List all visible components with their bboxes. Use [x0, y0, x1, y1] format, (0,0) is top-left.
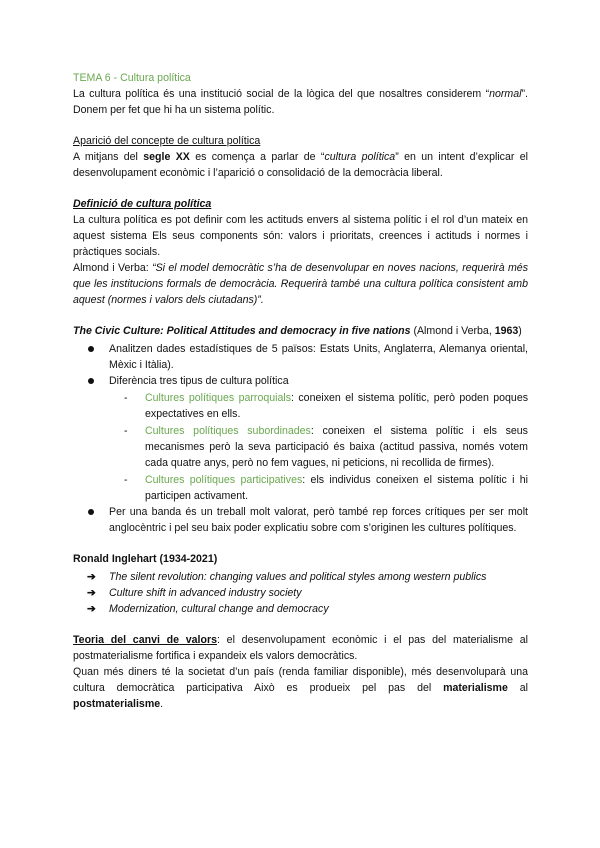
- culture-type-parroquials-desc: : coneixen el sistema polític, però poden poques expectatives en ells.: [145, 392, 529, 420]
- culture-type-participatives: Cultures polítiques participatives: [145, 474, 303, 486]
- bullet-text-3: Per una banda és un treball molt valorat, però també rep forces crítiques per ser molt anglocèntric i pel seu baix poder explicatiu sobre com s’originen les cultures polítiques.: [109, 506, 528, 534]
- almond-quote: [73, 260, 528, 308]
- bullet-icon: [88, 346, 94, 352]
- list-item: [109, 423, 528, 471]
- aparicio-text-cultura: cultura política: [324, 151, 396, 163]
- culture-type-participatives-desc: : els individus coneixen el sistema polític i hi participen activament.: [145, 474, 528, 502]
- aparicio-text-a: A mitjans del: [73, 151, 144, 163]
- list-item: [73, 504, 528, 536]
- aparicio-text-e: ” en un intent d’explicar el desenvolupament econòmic i l’aparició o consolidació de la democràcia liberal.: [73, 151, 528, 179]
- definicio-paragraph: La cultura política es pot definir com les actituds envers al sistema polític i el rol d’un mateix en aquest sistema Els seus components són: valors i prioritats, creences i actituds i normes i pràctiques socials.: [73, 214, 528, 258]
- teoria-paragraph: [73, 632, 528, 664]
- culture-types-list: [109, 390, 528, 504]
- civic-culture-year: 1963: [494, 325, 519, 337]
- teoria2-text-a: Quan més diners té la societat d’un país (renda familiar disponible), més desenvoluparà una cultura democràtica participativa Això es produeix pel pas del: [73, 666, 528, 694]
- list-item: [109, 472, 528, 504]
- teoria2-postmaterialisme: postmaterialisme: [73, 698, 161, 710]
- almond-quote-label: Almond i Verba:: [73, 262, 153, 274]
- bullet-icon: [88, 378, 94, 384]
- section-heading-civic-culture: [73, 323, 528, 339]
- work-title: Culture shift in advanced industry society: [109, 587, 302, 599]
- bullet-text-2: Diferència tres tipus de cultura política: [109, 375, 289, 387]
- list-item: [109, 390, 528, 422]
- culture-type-parroquials: Cultures polítiques parroquials: [145, 392, 292, 404]
- intro-paragraph: [73, 86, 528, 118]
- inglehart-works-list: [73, 569, 528, 617]
- arrow-right-icon: ➔: [87, 587, 96, 599]
- list-item: [73, 341, 528, 373]
- teoria-paragraph-2: [73, 664, 528, 712]
- arrow-right-icon: ➔: [87, 571, 96, 583]
- dash-icon: -: [124, 474, 128, 486]
- intro-text-a: La cultura política és una institució social de la lògica del que nosaltres considerem “: [73, 88, 490, 100]
- arrow-right-icon: ➔: [87, 603, 96, 615]
- section-heading-aparicio: Aparició del concepte de cultura política: [73, 135, 261, 147]
- dash-icon: -: [124, 425, 128, 437]
- civic-culture-close: ): [518, 325, 522, 337]
- work-title: The silent revolution: changing values and political styles among western publics: [109, 571, 487, 583]
- civic-culture-list: [73, 341, 528, 536]
- dash-icon: -: [124, 392, 128, 404]
- culture-type-subordinades-desc: : coneixen el sistema polític i els seus mecanismes però la seva participació és baixa (actitud passiva, només votem cada quatre anys, però no fem vagues, ni peticions, ni recollida de firmes).: [145, 425, 528, 469]
- aparicio-text-segle: segle XX: [143, 151, 190, 163]
- teoria-term: Teoria del canvi de valors: [73, 634, 217, 646]
- teoria2-materialisme: materialisme: [443, 682, 508, 694]
- list-item: [73, 569, 528, 585]
- intro-text-normal: normal: [489, 88, 522, 100]
- bullet-icon: [88, 509, 94, 515]
- list-item: [73, 585, 528, 601]
- document-body: [73, 70, 528, 712]
- section-heading-inglehart: Ronald Inglehart (1934-2021): [73, 553, 218, 565]
- list-item: [73, 373, 528, 504]
- bullet-text-1: Analitzen dades estadístiques de 5 països: Estats Units, Anglaterra, Alemanya oriental, Mèxic i Itàlia).: [109, 343, 528, 371]
- list-item: [73, 601, 528, 617]
- section-heading-definicio: Definició de cultura política: [73, 198, 212, 210]
- aparicio-paragraph: [73, 149, 528, 181]
- civic-culture-title: The Civic Culture: Political Attitudes and democracy in five nations: [73, 325, 411, 337]
- work-title: Modernization, cultural change and democracy: [109, 603, 329, 615]
- intro-text-c: ”. Donem per fet que hi ha un sistema polític.: [73, 88, 528, 116]
- civic-culture-authors: (Almond i Verba,: [410, 325, 495, 337]
- teoria2-text-e: .: [160, 698, 164, 710]
- teoria-text: : el desenvolupament econòmic i el pas del materialisme al postmaterialisme fortifica i expandeix els valors democràtics.: [73, 634, 528, 662]
- teoria2-text-c: al: [507, 682, 528, 694]
- aparicio-text-c: es comença a parlar de “: [189, 151, 325, 163]
- page-title: TEMA 6 - Cultura política: [73, 72, 191, 84]
- almond-quote-text: “Si el model democràtic s’ha de desenvolupar en noves nacions, requerirà més que les institucions formals de democràcia. Requerirà també una cultura política consistent amb aquest (normes i valors dels ciutadans)”.: [73, 262, 528, 306]
- culture-type-subordinades: Cultures polítiques subordinades: [145, 425, 311, 437]
